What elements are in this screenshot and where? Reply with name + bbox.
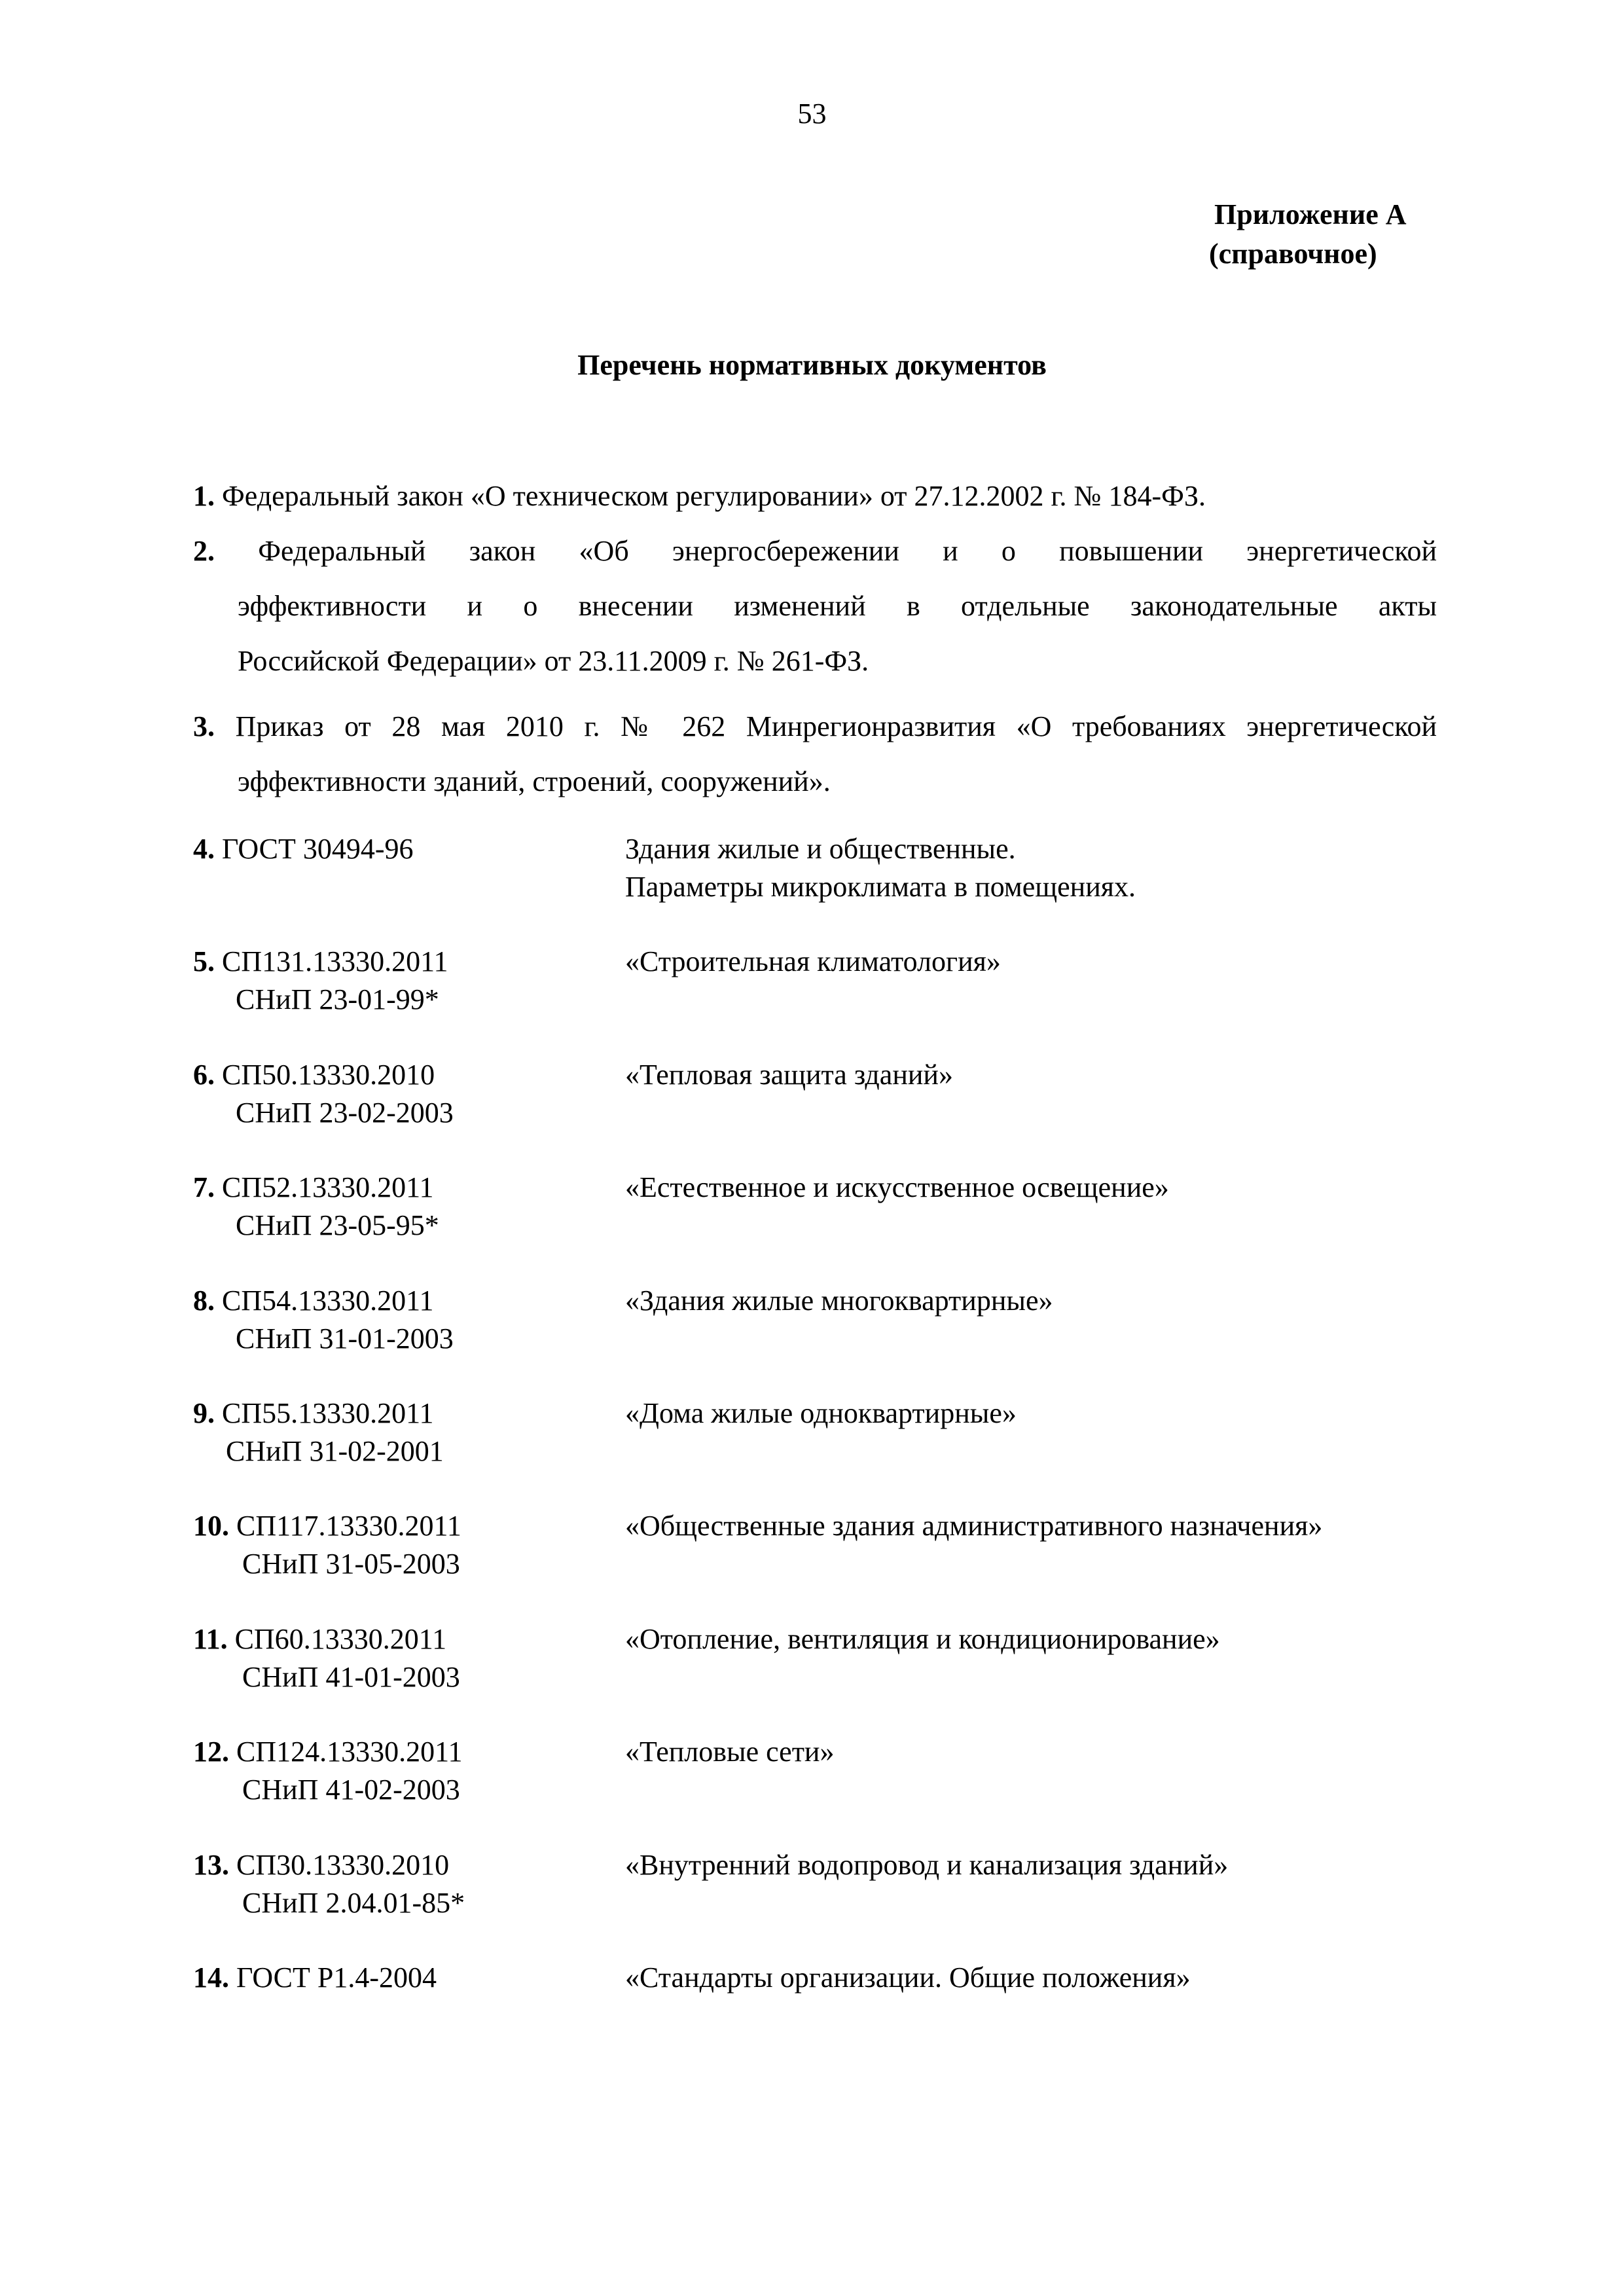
reference-title (625, 1959, 1476, 1997)
list-item-number: 3. (193, 710, 215, 742)
list-item-number: 1. (193, 480, 215, 512)
reference-code (193, 1959, 619, 1997)
list-item-line (193, 699, 1437, 754)
reference-title (625, 943, 1476, 981)
reference-subcode: СНиП 31-02-2001 (226, 1435, 444, 1467)
reference-number: 7. (193, 1171, 215, 1203)
reference-subcode: СНиП 31-01-2003 (236, 1322, 454, 1355)
reference-code-text: СП54.13330.2011 (222, 1285, 434, 1317)
reference-subcode: СНиП 2.04.01-85* (242, 1887, 465, 1919)
list-item-number: 2. (193, 535, 215, 567)
reference-code-text: СП124.13330.2011 (236, 1736, 463, 1768)
list-item-3 (193, 699, 1437, 809)
reference-code (193, 1507, 619, 1583)
reference-code-text: ГОСТ Р1.4-2004 (236, 1961, 437, 1994)
reference-title (625, 1169, 1476, 1207)
reference-code-text: ГОСТ 30494-96 (222, 833, 414, 865)
reference-number: 8. (193, 1285, 215, 1317)
reference-title-line: «Отопление, вентиляция и кондиционирование» (625, 1623, 1220, 1655)
reference-title-line: «Тепловая защита зданий» (625, 1059, 953, 1091)
appendix-type: (справочное) (1209, 238, 1377, 270)
reference-title-line: «Тепловые сети» (625, 1736, 835, 1768)
reference-number: 9. (193, 1397, 215, 1429)
reference-code (193, 1056, 619, 1132)
page-title: Перечень нормативных документов (577, 349, 1047, 381)
reference-code (193, 1620, 619, 1696)
reference-subcode: СНиП 31-05-2003 (242, 1548, 460, 1580)
list-item-line (193, 524, 1437, 579)
reference-title-line: «Строительная климатология» (625, 945, 1001, 977)
reference-title-line: «Общественные здания административного назначения» (625, 1510, 1323, 1542)
reference-code-text: СП117.13330.2011 (236, 1510, 461, 1542)
reference-title (625, 1507, 1476, 1545)
reference-title (625, 1056, 1476, 1094)
reference-title (625, 1846, 1476, 1884)
list-item-line: эффективности зданий, строений, сооружений». (238, 765, 831, 797)
reference-code (193, 1846, 619, 1922)
reference-code (193, 1733, 619, 1809)
list-item-1 (193, 469, 1437, 524)
reference-title-line: «Здания жилые многоквартирные» (625, 1285, 1053, 1317)
reference-subcode: СНиП 23-02-2003 (236, 1097, 454, 1129)
reference-number: 6. (193, 1059, 215, 1091)
list-item-text: Приказ от 28 мая 2010 г. № 262 Минрегионразвития «О требованиях энергетической (235, 710, 1437, 742)
reference-code-text: СП131.13330.2011 (222, 945, 448, 977)
list-item-line (193, 469, 1437, 524)
reference-code-text: СП60.13330.2011 (234, 1623, 447, 1655)
reference-number: 5. (193, 945, 215, 977)
reference-title (625, 1394, 1476, 1432)
reference-code (193, 1394, 619, 1470)
reference-number: 14. (193, 1961, 229, 1994)
reference-title-line: «Стандарты организации. Общие положения» (625, 1961, 1191, 1994)
reference-number: 11. (193, 1623, 228, 1655)
page-number: 53 (797, 98, 827, 130)
reference-title (625, 1620, 1476, 1658)
reference-number: 4. (193, 833, 215, 865)
reference-number: 13. (193, 1849, 229, 1881)
appendix-heading (1209, 195, 1450, 274)
reference-code (193, 1282, 619, 1358)
reference-subcode: СНиП 41-01-2003 (242, 1661, 460, 1693)
appendix-label: Приложение А (1214, 198, 1407, 230)
list-item-line: эффективности и о внесении изменений в отдельные законодательные акты (238, 590, 1437, 622)
reference-code-text: СП55.13330.2011 (222, 1397, 434, 1429)
reference-code-text: СП52.13330.2011 (222, 1171, 434, 1203)
reference-title-line: Параметры микроклимата в помещениях. (625, 871, 1136, 903)
reference-subcode: СНиП 23-01-99* (236, 983, 439, 1015)
reference-title (625, 1282, 1476, 1320)
list-item-2 (193, 524, 1437, 689)
reference-title-line: «Внутренний водопровод и канализация зданий» (625, 1849, 1229, 1881)
list-item-text: Федеральный закон «О техническом регулировании» от 27.12.2002 г. № 184-ФЗ. (222, 480, 1206, 512)
reference-number: 10. (193, 1510, 229, 1542)
reference-code (193, 943, 619, 1019)
reference-code (193, 830, 619, 868)
reference-title (625, 1733, 1476, 1771)
list-item-line: Российской Федерации» от 23.11.2009 г. № 261-ФЗ. (238, 645, 869, 677)
reference-code-text: СП50.13330.2010 (222, 1059, 435, 1091)
reference-code-text: СП30.13330.2010 (236, 1849, 450, 1881)
reference-title (625, 830, 1476, 906)
reference-title-line: «Естественное и искусственное освещение» (625, 1171, 1169, 1203)
reference-code (193, 1169, 619, 1245)
reference-number: 12. (193, 1736, 229, 1768)
list-item-text: Федеральный закон «Об энергосбережении и о повышении энергетической (258, 535, 1437, 567)
reference-title-line: «Дома жилые одноквартирные» (625, 1397, 1017, 1429)
reference-subcode: СНиП 41-02-2003 (242, 1774, 460, 1806)
reference-subcode: СНиП 23-05-95* (236, 1209, 439, 1241)
reference-title-line: Здания жилые и общественные. (625, 833, 1016, 865)
